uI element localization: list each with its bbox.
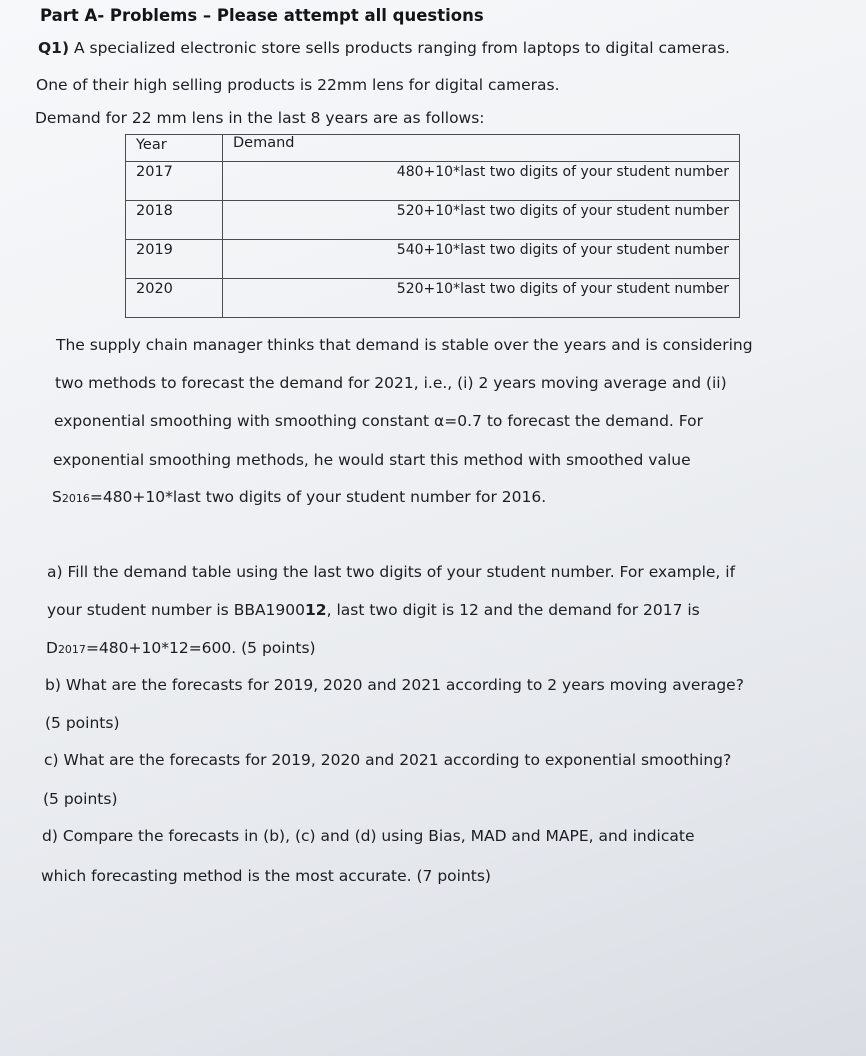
section-heading: Part A- Problems – Please attempt all questions bbox=[40, 6, 484, 25]
table-row bbox=[126, 240, 740, 279]
question-d-line-2: which forecasting method is the most accurate. (7 points) bbox=[41, 867, 491, 885]
table-cell-demand: 520+10*last two digits of your student number bbox=[223, 279, 740, 318]
demand-subscript: 2017 bbox=[57, 643, 86, 656]
question-1-label: Q1) bbox=[38, 39, 70, 57]
paragraph-line-5 bbox=[52, 488, 546, 506]
question-b-line-1: b) What are the forecasts for 2019, 2020 and 2021 according to 2 years moving average? bbox=[45, 676, 744, 694]
question-a-line-1: a) Fill the demand table using the last two digits of your student number. For example, if bbox=[47, 563, 736, 581]
smoothed-value-symbol: S bbox=[52, 488, 62, 506]
table-cell-year: 2018 bbox=[126, 201, 223, 240]
table-header-demand: Demand bbox=[223, 135, 740, 162]
table-row bbox=[126, 201, 740, 240]
paragraph-line-1: The supply chain manager thinks that demand is stable over the years and is considering bbox=[56, 336, 753, 354]
question-d-line-1: d) Compare the forecasts in (b), (c) and (d) using Bias, MAD and MAPE, and indicate bbox=[42, 827, 695, 845]
question-1-line-1: A specialized electronic store sells products ranging from laptops to digital cameras. bbox=[69, 39, 730, 57]
table-cell-year: 2020 bbox=[126, 279, 223, 318]
question-b-line-2: (5 points) bbox=[45, 714, 120, 732]
table-row bbox=[126, 279, 740, 318]
table-header-year: Year bbox=[126, 135, 223, 162]
smoothed-value-subscript: 2016 bbox=[61, 492, 90, 505]
smoothed-value-text: =480+10*last two digits of your student number for 2016. bbox=[89, 488, 547, 506]
table-cell-demand: 480+10*last two digits of your student number bbox=[223, 162, 740, 201]
question-a-line-3 bbox=[46, 639, 316, 657]
demand-table bbox=[125, 134, 740, 318]
question-a-text-2: , last two digit is 12 and the demand for 2017 is bbox=[326, 601, 700, 619]
paragraph-line-3: exponential smoothing with smoothing constant α=0.7 to forecast the demand. For bbox=[54, 412, 704, 430]
question-c-line-1: c) What are the forecasts for 2019, 2020 and 2021 according to exponential smoothing? bbox=[44, 751, 732, 769]
paragraph-line-2: two methods to forecast the demand for 2021, i.e., (i) 2 years moving average and (ii) bbox=[55, 374, 727, 392]
question-1-line-2: One of their high selling products is 22mm lens for digital cameras. bbox=[36, 76, 560, 94]
demand-symbol: D bbox=[46, 639, 58, 657]
table-cell-year: 2017 bbox=[126, 162, 223, 201]
question-c-line-2: (5 points) bbox=[43, 790, 118, 808]
question-a-line-2 bbox=[47, 601, 700, 619]
table-row bbox=[126, 162, 740, 201]
question-a-text-1: your student number is BBA1900 bbox=[47, 601, 306, 619]
table-cell-demand: 520+10*last two digits of your student number bbox=[223, 201, 740, 240]
question-a-example-digits: 12 bbox=[305, 601, 327, 619]
table-cell-demand: 540+10*last two digits of your student number bbox=[223, 240, 740, 279]
demand-formula-text: =480+10*12=600. (5 points) bbox=[85, 639, 316, 657]
paragraph-line-4: exponential smoothing methods, he would start this method with smoothed value bbox=[53, 451, 691, 469]
question-1-line-3: Demand for 22 mm lens in the last 8 years are as follows: bbox=[35, 109, 485, 127]
question-1-intro bbox=[38, 39, 730, 57]
table-header-row bbox=[126, 135, 740, 162]
table-cell-year: 2019 bbox=[126, 240, 223, 279]
